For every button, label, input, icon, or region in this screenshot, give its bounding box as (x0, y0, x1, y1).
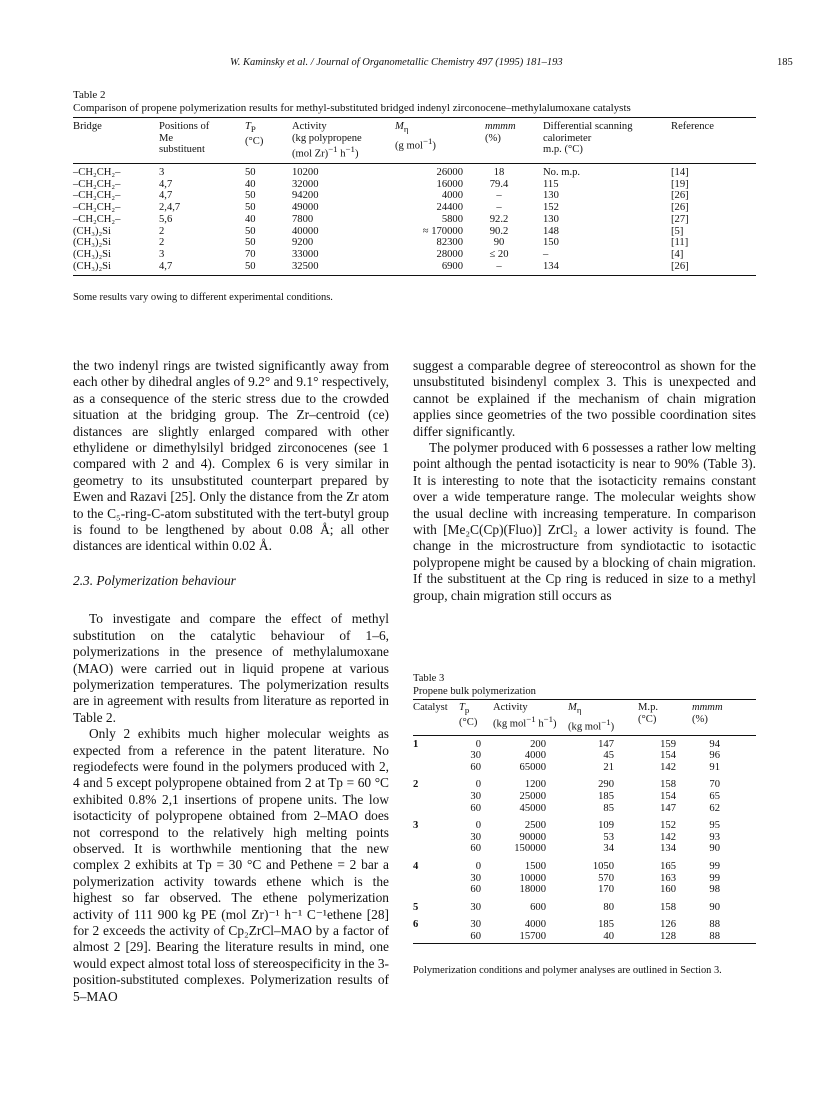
page-number: 185 (777, 57, 793, 68)
table-cell: 32500 (292, 260, 319, 272)
table-cell: 30 (470, 831, 481, 843)
table2-header-cell: $T_P$ (°C) (245, 121, 264, 147)
table-cell: 1200 (524, 779, 546, 791)
table-cell: 95 (709, 820, 720, 832)
table-cell: 30 (470, 901, 481, 913)
table-cell: 79.4 (489, 178, 509, 190)
table-cell: 90000 (519, 831, 546, 843)
table-row (413, 803, 756, 815)
table-cell: [26] (671, 202, 689, 214)
table-cell: 4,7 (159, 178, 173, 190)
catalyst-cell (413, 931, 459, 943)
table3-caption-block (413, 672, 536, 698)
table-cell: 21 (603, 761, 614, 773)
right-column (413, 358, 756, 604)
table3-header-cell: M.p. (°C) (638, 702, 659, 725)
table-cell: 90 (493, 237, 505, 249)
table2-header-cell: mmmm (%) (485, 121, 516, 144)
table-cell: –CH₂CH₂– (73, 213, 121, 225)
table-cell: No. m.p. (543, 167, 581, 179)
table3-footnote: Polymerization conditions and polymer analyses are outlined in Section 3. (413, 965, 722, 976)
table-cell: 60 (470, 843, 481, 855)
table-cell: 2 (159, 225, 165, 237)
table-cell: 152 (660, 820, 676, 832)
table-cell: 148 (543, 225, 559, 237)
table2-header-cell: Reference (671, 121, 714, 132)
table-row (413, 896, 756, 914)
paragraph: suggest a comparable degree of stereocontrol as shown for the unsubstituted bisindenyl complex 3. This is unexpected and cannot be explained if the mechanism of chain migration applies since geometries of the two possible coordination sites differ significantly. (413, 358, 756, 439)
table-cell: 128 (660, 930, 676, 942)
table-cell: 50 (245, 190, 256, 202)
table-cell: 40000 (292, 225, 319, 237)
table-cell: 33000 (292, 248, 319, 260)
table-cell: 18000 (519, 884, 546, 896)
table-cell: 154 (660, 791, 676, 803)
left-column (73, 358, 389, 1005)
table2-header-cell: Bridge (73, 121, 102, 132)
table2 (73, 117, 756, 276)
table-cell: 99 (709, 872, 720, 884)
table-cell: 154 (660, 750, 676, 762)
table-cell: 98 (709, 884, 720, 896)
table-cell: 60 (470, 802, 481, 814)
table-cell: [14] (671, 167, 689, 179)
table2-label: Table 2 (73, 89, 106, 101)
paragraph: Only 2 exhibits much higher molecular weights as expected from a reference in the patent literature. No regiodefects were found in the polymers produced with 2, 4 and 5 except polypropene obtained from 2 at Tp = 60 °C exhibited 0.8% 2,1 insertions of propene units. The low isotacticity of polypropene obtained from 2–MAO does not correspond to the relatively high melting points observed. It is worthwhile mentioning that the new complex 2 exhibits at Tp = 30 °C and Pethene = 2 bar a polymerization activity towards ethene which is the highest so far observed. The ethene polymerization activity of 111 900 kg PE (mol Zr)⁻¹ h⁻¹ C⁻¹ethene [28] for 2 exceeds the activity of Cp₂ZrCl–MAO by a factor of almost 2 [29]. Bearing the literature results in mind, one would expect almost total loss of stereospecificity in the 3-position-substituted complexes. Polymerization results of 5–MAO (73, 726, 389, 1004)
table-cell: –CH₂CH₂– (73, 202, 121, 214)
catalyst-cell (413, 750, 459, 762)
catalyst-cell (413, 873, 459, 885)
table-row (413, 735, 756, 750)
table-row (413, 791, 756, 803)
table-cell: 34 (603, 843, 614, 855)
table-cell: 94200 (292, 190, 319, 202)
table-cell: 25000 (519, 791, 546, 803)
table-row (413, 750, 756, 762)
table-row (73, 202, 756, 214)
table3-header-cell: Activity (kg mol$^{-1}$ $h^{-1}$) (493, 702, 557, 730)
table-cell: 49000 (292, 202, 319, 214)
table-cell: 18 (493, 167, 505, 179)
table-cell: 2,4,7 (159, 202, 181, 214)
table-cell: 158 (660, 779, 676, 791)
table-cell: 15700 (519, 930, 546, 942)
table-cell: 130 (543, 213, 559, 225)
table-cell: 159 (660, 738, 676, 750)
table-cell: 126 (660, 919, 676, 931)
table-row (413, 913, 756, 931)
table-cell: 53 (603, 831, 614, 843)
table-cell: 9200 (292, 237, 314, 249)
catalyst-cell (413, 884, 459, 896)
paragraph: To investigate and compare the effect of methyl substitution on the catalytic behaviour of 1–6, polymerizations in the presence of methylalumoxane (MAO) were carried out in liquid propene at various polymerization temperatures. The polymerization results are in agreement with results from literature as reported in Table 2. (73, 611, 389, 725)
table-row (73, 190, 756, 202)
catalyst-cell: 6 (413, 919, 419, 931)
table-cell: 2 (159, 237, 165, 249)
table-cell: 570 (598, 872, 614, 884)
table-row (413, 773, 756, 791)
table3-header-cell: $M_\eta$ (kg mol$^{-1}$) (568, 702, 615, 733)
table-row (73, 226, 756, 238)
table-row (413, 814, 756, 832)
table-cell: 163 (660, 872, 676, 884)
table2-header-cell: Activity (kg polypropene (mol Zr)$^{-1}$ $h^{-1}$) (292, 121, 362, 160)
table-cell: 40 (603, 930, 614, 942)
table-cell: 4,7 (159, 260, 173, 272)
table2-header-cell: Positions of Me substituent (159, 121, 210, 155)
table-row (73, 261, 756, 276)
table-cell: 6900 (441, 260, 463, 272)
catalyst-cell (413, 791, 459, 803)
table-cell: 28000 (436, 248, 463, 260)
table-cell: – (496, 260, 502, 272)
table-cell: 65 (709, 791, 720, 803)
table-cell: – (496, 202, 502, 214)
table-cell: (CH₃)₂Si (73, 225, 111, 237)
table-cell: 45000 (519, 802, 546, 814)
table-cell: 30 (470, 872, 481, 884)
table-cell: 130 (543, 190, 559, 202)
table-cell: 10200 (292, 167, 319, 179)
table-cell: 147 (598, 738, 614, 750)
table-cell: 142 (660, 761, 676, 773)
table-cell: –CH₂CH₂– (73, 178, 121, 190)
table-cell: (CH₃)₂Si (73, 237, 111, 249)
table-cell: 30 (470, 919, 481, 931)
table-cell: 90.2 (489, 225, 509, 237)
table-cell: 147 (660, 802, 676, 814)
table-cell: [27] (671, 213, 689, 225)
table-row (73, 214, 756, 226)
table-cell: 7800 (292, 213, 314, 225)
table-cell: 3 (159, 167, 165, 179)
table-cell: 10000 (519, 872, 546, 884)
table-cell: 30 (470, 750, 481, 762)
table-cell: 40 (245, 178, 256, 190)
catalyst-cell (413, 843, 459, 855)
table-cell: 109 (598, 820, 614, 832)
table-cell: 82300 (436, 237, 463, 249)
table-row (73, 179, 756, 191)
table-cell: 60 (470, 930, 481, 942)
catalyst-cell: 3 (413, 820, 419, 832)
catalyst-cell (413, 832, 459, 844)
table-cell: 4000 (524, 919, 546, 931)
table-cell: [19] (671, 178, 689, 190)
table3-header-cell: $T_p$ (°C) (459, 702, 478, 728)
table-cell: 160 (660, 884, 676, 896)
table-cell: ≈ 170000 (422, 225, 463, 237)
table-cell: 30 (470, 791, 481, 803)
table3-label: Table 3 (413, 673, 445, 684)
table-cell: 5,6 (159, 213, 173, 225)
table-cell: 99 (709, 860, 720, 872)
section-heading: 2.3. Polymerization behaviour (73, 572, 236, 588)
running-title: W. Kaminsky et al. / Journal of Organometallic Chemistry 497 (1995) 181–193 (230, 57, 563, 68)
table2-footnote: Some results vary owing to different experimental conditions. (73, 292, 333, 303)
table-cell: 3 (159, 248, 165, 260)
table-cell: 50 (245, 225, 256, 237)
table-cell: 0 (475, 860, 481, 872)
table-cell: 158 (660, 901, 676, 913)
table-row (413, 762, 756, 774)
table-cell: 165 (660, 860, 676, 872)
table3-header-cell: Catalyst (413, 702, 448, 713)
table-row (413, 884, 756, 896)
table-cell: 0 (475, 820, 481, 832)
table-cell: 150 (543, 237, 559, 249)
table-cell: –CH₂CH₂– (73, 190, 121, 202)
table-cell: 45 (603, 750, 614, 762)
table-cell: 134 (660, 843, 676, 855)
table-cell: 80 (603, 901, 614, 913)
table-cell: [5] (671, 225, 684, 237)
table-cell: 4,7 (159, 190, 173, 202)
table-cell: 185 (598, 919, 614, 931)
table-cell: 62 (709, 802, 720, 814)
table-cell: 4000 (441, 190, 463, 202)
table-cell: 50 (245, 167, 256, 179)
table2-header-row (73, 118, 756, 164)
table-cell: [26] (671, 190, 689, 202)
table-cell: 65000 (519, 761, 546, 773)
table-row (73, 249, 756, 261)
table-cell: 88 (709, 919, 720, 931)
table-cell: 142 (660, 831, 676, 843)
paragraph: The polymer produced with 6 possesses a rather low melting point although the pentad isotacticity is near to 90% (Table 3). It is interesting to note that the isotacticity remains constant over a wide temperature range. The molecular weights show the usual decline with increasing temperature. In comparison with [Me₂C(Cp)(Fluo)] ZrCl₂ a lower activity is found. The change in the microstructure from syndiotactic to isotactic polypropene might be caused by a blocking of chain migration. If the substituent at the Cp ring is reduced in size to a methyl group, chain migration still occurs as (413, 440, 756, 603)
paragraph: the two indenyl rings are twisted significantly away from each other by dihedral angles of 9.2° and 9.1° respectively, as a consequence of the steric stress due to the crowded situation at the bridging group. The Zr–centroid (ce) distances are slightly enlarged compared with other ethylidene or dimethylsilyl bridged zirconocenes (see 1 compared with 2 and 4). Complex 6 is very similar in geometry to its unsubstituted counterpart prepared by Ewen and Razavi [25]. Only the distance from the Zr atom to the C₅-ring-C-atom substituted with the tert-butyl group is found to be lengthened by about 0.08 Å; all other distances are identical within 0.02 Å. (73, 358, 389, 554)
table-cell: 26000 (436, 167, 463, 179)
table-cell: 0 (475, 779, 481, 791)
table-cell: (CH₃)₂Si (73, 260, 111, 272)
table-cell: (CH₃)₂Si (73, 248, 111, 260)
table-row (73, 237, 756, 249)
table-cell: – (543, 248, 549, 260)
table-row (413, 832, 756, 844)
table3 (413, 699, 756, 944)
table2-caption-block (73, 89, 631, 115)
table-cell: 134 (543, 260, 559, 272)
table-row (413, 855, 756, 873)
table-cell: 90 (709, 901, 720, 913)
table-cell: 1050 (592, 860, 614, 872)
table-cell: 0 (475, 738, 481, 750)
table-cell: 185 (598, 791, 614, 803)
table-cell: 70 (709, 779, 720, 791)
table-cell: 170 (598, 884, 614, 896)
table-cell: 94 (709, 738, 720, 750)
catalyst-cell: 2 (413, 779, 419, 791)
table-cell: 50 (245, 237, 256, 249)
table-cell: 115 (543, 178, 559, 190)
table-cell: 16000 (436, 178, 463, 190)
table-cell: 85 (603, 802, 614, 814)
table-cell: – (496, 190, 502, 202)
table2-header-cell: $M_\eta$ (g mol$^{-1}$) (395, 121, 436, 152)
table-cell: 1500 (524, 860, 546, 872)
table3-header-cell: mmmm (%) (692, 702, 723, 725)
table-cell: 32000 (292, 178, 319, 190)
table-cell: 91 (709, 761, 720, 773)
catalyst-cell (413, 803, 459, 815)
table2-caption: Comparison of propene polymerization results for methyl-substituted bridged indenyl zirconocene–methylalumoxane catalysts (73, 102, 631, 114)
table-cell: 70 (245, 248, 256, 260)
table-cell: 290 (598, 779, 614, 791)
table-cell: 60 (470, 884, 481, 896)
table-row (413, 873, 756, 885)
table-cell: 2500 (524, 820, 546, 832)
table-cell: 5800 (441, 213, 463, 225)
catalyst-cell: 1 (413, 738, 419, 750)
table-row (413, 843, 756, 855)
catalyst-cell: 5 (413, 901, 419, 913)
table-cell: 96 (709, 750, 720, 762)
table-cell: [11] (671, 237, 689, 249)
table-cell: [26] (671, 260, 689, 272)
table-cell: 600 (530, 901, 546, 913)
table-cell: 40 (245, 213, 256, 225)
table-cell: 90 (709, 843, 720, 855)
catalyst-cell: 4 (413, 860, 419, 872)
table-cell: 93 (709, 831, 720, 843)
table-cell: 4000 (524, 750, 546, 762)
table-cell: –CH₂CH₂– (73, 167, 121, 179)
table-cell: 88 (709, 930, 720, 942)
table-cell: 50 (245, 260, 256, 272)
table-cell: 60 (470, 761, 481, 773)
table-cell: ≤ 20 (489, 248, 509, 260)
table-cell: 152 (543, 202, 559, 214)
table2-header-cell: Differential scanning calorimeter m.p. (°C) (543, 121, 633, 155)
catalyst-cell (413, 762, 459, 774)
table-cell: 50 (245, 202, 256, 214)
table-cell: [4] (671, 248, 684, 260)
table3-header-row (413, 700, 756, 736)
table-cell: 92.2 (489, 213, 509, 225)
table-cell: 200 (530, 738, 546, 750)
table-row (73, 164, 756, 179)
table3-caption: Propene bulk polymerization (413, 686, 536, 697)
table-cell: 24400 (436, 202, 463, 214)
table-cell: 150000 (514, 843, 546, 855)
table-row (413, 931, 756, 943)
